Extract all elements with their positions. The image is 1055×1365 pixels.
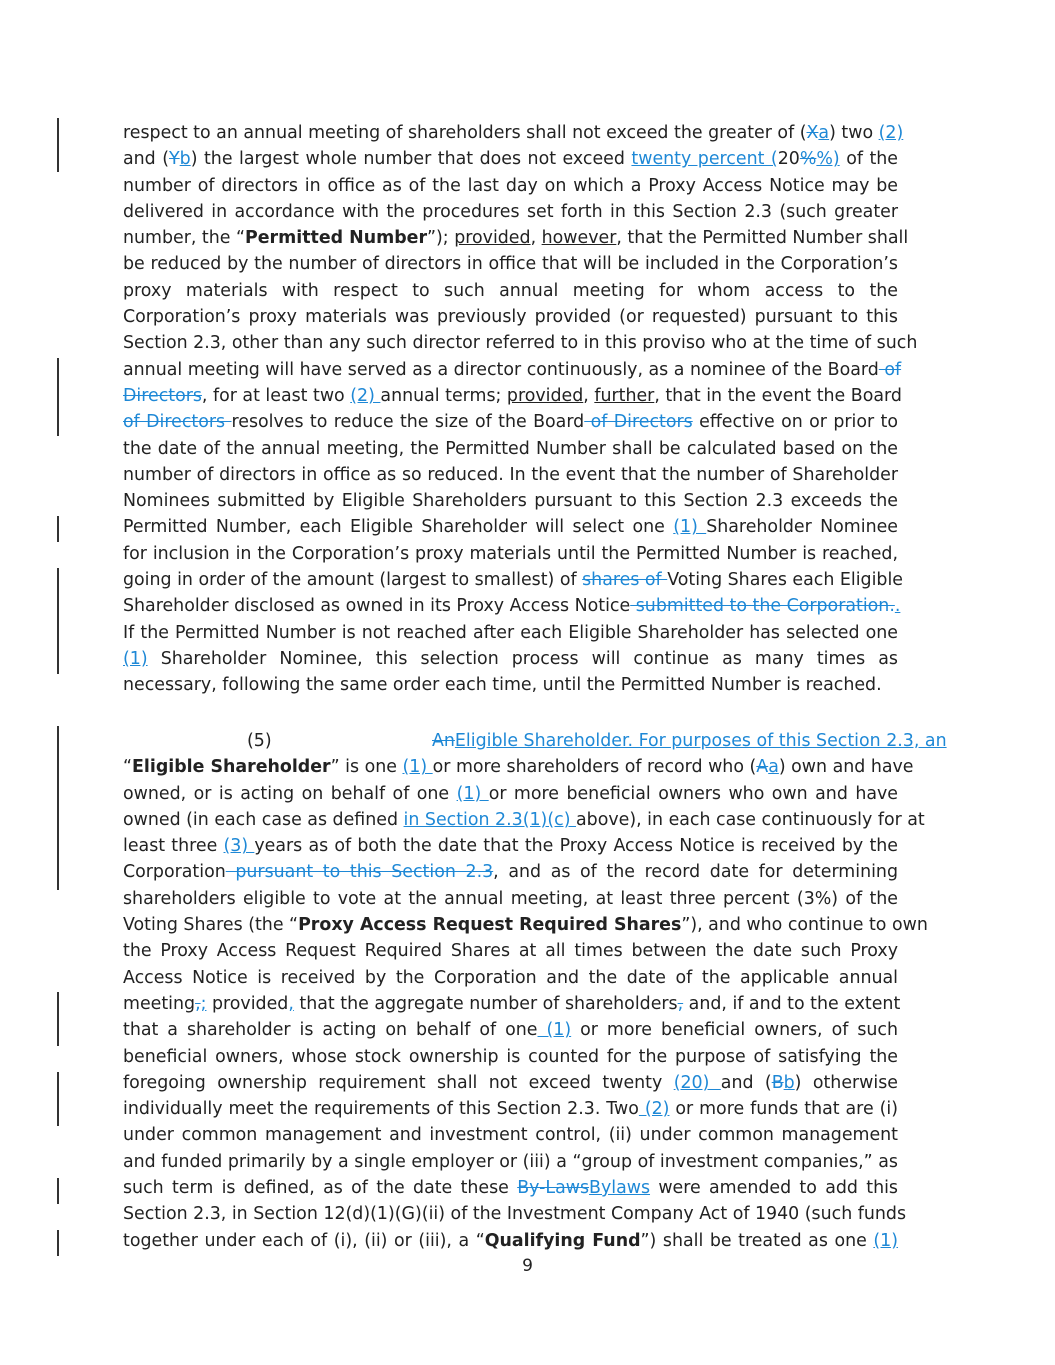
text-run: beneficial owners, whose stock ownership is counted for the purpose of satisfying the (123, 1046, 898, 1067)
inserted-text: (1) (456, 783, 489, 804)
deleted-text: pursuant to this Section 2.3 (225, 862, 494, 883)
text-run: Section 2.3, other than any such director referred to in this proviso who at the time of such (123, 333, 918, 354)
text-line (123, 409, 898, 435)
text-run: the Proxy Access Request Required Shares at all times between the date such Proxy (123, 941, 898, 962)
text-run: least three (123, 836, 224, 857)
change-bar (57, 726, 59, 890)
text-run: years as of both the date that the Proxy Access Notice is received by the (254, 836, 898, 857)
deleted-text: Directors (123, 385, 202, 406)
page-number: 9 (522, 1256, 533, 1276)
inserted-text: (1) (873, 1230, 898, 1251)
text-line (123, 1122, 898, 1148)
text-line (123, 807, 925, 833)
deleted-text: Y (169, 149, 180, 170)
text-line (123, 383, 902, 409)
text-run: above), in each case continuously for at (576, 809, 925, 830)
text-run: of the (839, 149, 899, 170)
text-run: that a shareholder is acting on behalf of one (123, 1020, 538, 1041)
inserted-text: ; (200, 993, 207, 1014)
text-run: or more beneficial owners, of such (571, 1020, 898, 1041)
text-line (123, 781, 898, 807)
inserted-text: in Section 2.3(1)(c) (403, 809, 577, 830)
inserted-text: (3) (223, 836, 255, 857)
text-run: ”); (427, 228, 455, 249)
text-run: for inclusion in the Corporation’s proxy materials until the Permitted Number is reached, (123, 543, 898, 564)
text-line (123, 1017, 898, 1043)
text-line (123, 1044, 898, 1070)
text-run: and ( (720, 1072, 772, 1093)
inserted-text: (2) (878, 123, 904, 143)
inserted-text: (20) (673, 1072, 721, 1093)
text-line (123, 541, 898, 567)
deleted-text: B (771, 1072, 784, 1093)
text-run: Nominees submitted by Eligible Shareholders pursuant to this Section 2.3 exceeds the (123, 491, 898, 512)
text-line (123, 938, 898, 964)
text-line (123, 1070, 898, 1096)
deleted-text: A (756, 757, 769, 778)
text-run: ”) shall be treated as one (640, 1230, 874, 1251)
section-number: (5) (247, 731, 272, 751)
text-run: , for at least two (201, 385, 351, 406)
text-run: Shareholder Nominee (706, 517, 898, 538)
underlined-text: however (541, 228, 617, 249)
text-run: individually meet the requirements of this Section 2.3. Two (123, 1099, 639, 1120)
text-line (123, 593, 901, 619)
defined-term: Qualifying Fund (484, 1230, 641, 1251)
text-run: Voting Shares each Eligible (667, 570, 903, 591)
text-run: , (530, 228, 542, 249)
deleted-text: shares of (582, 570, 668, 591)
paragraph-permitted-number (123, 120, 918, 699)
text-line (123, 886, 898, 912)
text-run: provided (206, 993, 289, 1014)
text-line (123, 859, 898, 885)
text-run: together under each of (i), (ii) or (iii), a “ (123, 1230, 485, 1251)
deleted-text: of (878, 359, 902, 380)
defined-term: Proxy Access Request Required Shares (298, 915, 682, 936)
text-line (123, 251, 898, 277)
defined-term: Eligible Shareholder (132, 757, 331, 778)
text-run: , and as of the record date for determining (493, 862, 898, 883)
deleted-text: An (432, 731, 455, 751)
text-run: and funded primarily by a single employer or (iii) a “group of investment companies,” as (123, 1151, 898, 1172)
text-line (123, 357, 902, 383)
inserted-text: (2) (350, 385, 381, 406)
text-run: ) two (829, 123, 879, 143)
text-line (123, 330, 918, 356)
inserted-text: (1) (537, 1020, 572, 1041)
text-line (123, 833, 898, 859)
change-bar (57, 1178, 59, 1204)
change-bar (57, 516, 59, 542)
deleted-text: submitted to the Corporation. (630, 596, 895, 617)
text-run: or more funds that are (i) (669, 1099, 898, 1120)
text-line (123, 514, 898, 540)
text-run: , (583, 385, 595, 406)
change-bar (57, 568, 59, 674)
inserted-text: b (783, 1072, 795, 1093)
text-run: ) otherwise (794, 1072, 898, 1093)
underlined-text: provided (506, 385, 584, 406)
text-run: and, if and to the extent (683, 993, 901, 1014)
inserted-text: %) (816, 149, 840, 170)
text-line (123, 146, 898, 172)
text-line (123, 120, 904, 146)
deleted-text: of Directors (123, 412, 232, 433)
text-run: Permitted Number, each Eligible Shareholder will select one (123, 517, 674, 538)
text-run: under common management and investment control, (ii) under common management (123, 1125, 898, 1146)
text-run: be reduced by the number of directors in office that will be included in the Corporation’s (123, 254, 898, 275)
text-run: Access Notice is received by the Corporation and the date of the applicable annual (123, 967, 898, 988)
text-run: ) own and have (778, 757, 914, 778)
underlined-text: provided (454, 228, 531, 249)
text-run: meeting (123, 993, 196, 1014)
text-line (123, 1149, 898, 1175)
text-run: ) the largest whole number that does not exceed (190, 149, 632, 170)
text-run: If the Permitted Number is not reached after each Eligible Shareholder has selected one (123, 622, 898, 643)
text-run: necessary, following the same order each time, until the Permitted Number is reached. (123, 675, 882, 696)
text-line (123, 728, 947, 754)
text-run: proxy materials with respect to such annual meeting for whom access to the (123, 280, 898, 301)
text-run: Shareholder Nominee, this selection process will continue as many times as (147, 648, 898, 669)
text-run: owned, or is acting on behalf of one (123, 783, 457, 804)
text-line (123, 304, 898, 330)
inserted-text: Eligible Shareholder. For purposes of this Section 2.3, an (454, 731, 947, 751)
text-run: “ (123, 757, 133, 778)
inserted-text: . (894, 596, 901, 617)
inserted-text: a (818, 123, 830, 143)
deleted-text: X (806, 123, 819, 143)
change-bar (57, 118, 59, 172)
inserted-text: b (179, 149, 191, 170)
inserted-text: a (768, 757, 779, 778)
text-line (123, 199, 898, 225)
text-line (123, 646, 898, 672)
text-run: owned (in each case as defined (123, 809, 404, 830)
text-run: delivered in accordance with the procedures set forth in this Section 2.3 (such greater (123, 201, 898, 222)
text-line (123, 1228, 898, 1254)
text-line (123, 567, 903, 593)
inserted-text: (1) (673, 517, 707, 538)
text-run: shareholders eligible to vote at the annual meeting, at least three percent (3%) of the (123, 888, 898, 909)
text-line (123, 620, 898, 646)
text-line (123, 672, 898, 698)
text-run: number, the “ (123, 228, 246, 249)
text-line (123, 173, 898, 199)
text-run: and ( (123, 149, 170, 170)
text-run: Corporation’s proxy materials was previously provided (or requested) pursuant to this (123, 307, 898, 328)
deleted-text: , (195, 993, 201, 1014)
text-line (123, 462, 898, 488)
text-run: Section 2.3, in Section 12(d)(1)(G)(ii) of the Investment Company Act of 1940 (such funds (123, 1204, 907, 1225)
text-line (123, 1175, 898, 1201)
defined-term: Permitted Number (245, 228, 428, 249)
text-run: were amended to add this (650, 1178, 898, 1199)
text-run: annual meeting will have served as a director continuously, as a nominee of the Board (123, 359, 879, 380)
text-run: 20 (777, 149, 800, 170)
text-line (123, 965, 898, 991)
text-run: foregoing ownership requirement shall not exceed twenty (123, 1072, 674, 1093)
inserted-text: (1) (123, 648, 148, 669)
change-bar (57, 1230, 59, 1256)
underlined-text: further (594, 385, 655, 406)
inserted-text: (1) (402, 757, 433, 778)
text-run: or more beneficial owners who own and have (488, 783, 898, 804)
text-run: Corporation (123, 862, 226, 883)
text-line (123, 225, 909, 251)
change-bar (57, 358, 59, 436)
text-run: the date of the annual meeting, the Permitted Number shall be calculated based on the (123, 438, 898, 459)
inserted-text: twenty percent ( (631, 149, 778, 170)
inserted-text: Bylaws (589, 1178, 651, 1199)
deleted-text: , (677, 993, 684, 1014)
text-run: , that the Permitted Number shall (616, 228, 909, 249)
text-line (123, 1201, 907, 1227)
paragraph-eligible-shareholder (123, 728, 947, 1254)
text-line (123, 278, 898, 304)
text-line (123, 488, 898, 514)
inserted-text: (2) (638, 1099, 670, 1120)
text-line (123, 754, 914, 780)
text-run: , that in the event the Board (654, 385, 902, 406)
text-run: that the aggregate number of shareholders (293, 993, 678, 1014)
text-line (123, 1096, 898, 1122)
text-line (123, 912, 928, 938)
text-run: annual terms; (380, 385, 507, 406)
text-run: ” is one (330, 757, 403, 778)
text-run: respect to an annual meeting of shareholders shall not exceed the greater of ( (123, 123, 807, 143)
text-run: such term is defined, as of the date these (123, 1178, 518, 1199)
text-run: number of directors in office as of the last day on which a Proxy Access Notice may be (123, 175, 898, 196)
text-line (123, 991, 901, 1017)
text-run: going in order of the amount (largest to smallest) of (123, 570, 583, 591)
text-run: resolves to reduce the size of the Board (231, 412, 585, 433)
text-run: ”), and who continue to own (681, 915, 928, 936)
text-line (123, 436, 898, 462)
inserted-text: , (288, 993, 294, 1014)
text-run: Shareholder disclosed as owned in its Proxy Access Notice (123, 596, 631, 617)
text-run: number of directors in office as so reduced. In the event that the number of Shareholder (123, 464, 898, 485)
deleted-text: % (799, 149, 817, 170)
deleted-text: of Directors (584, 412, 693, 433)
change-bar (57, 992, 59, 1046)
text-run: Voting Shares (the “ (123, 915, 299, 936)
change-bar (57, 1072, 59, 1126)
text-run: or more shareholders of record who ( (432, 757, 757, 778)
text-run: effective on or prior to (692, 412, 898, 433)
deleted-text: By-Laws (517, 1178, 590, 1199)
